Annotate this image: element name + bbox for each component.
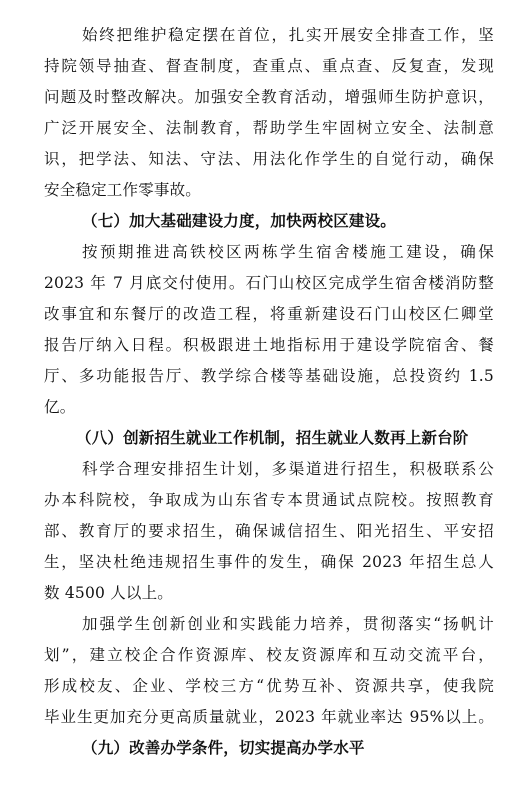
paragraph-line: 科学合理安排招生计划，多渠道进行招生，积极联系公 (82, 460, 494, 478)
paragraph-line: 广泛开展安全、法制教育，帮助学生牢固树立安全、法制意 (44, 119, 494, 137)
paragraph-line: 加强学生创新创业和实践能力培养，贯彻落实“扬帆计 (82, 615, 494, 633)
paragraph-line: 始终把维护稳定摆在首位，扎实开展安全排查工作，坚 (82, 26, 494, 44)
section-heading-9: （九）改善办学条件，切实提高办学水平 (82, 738, 365, 757)
paragraph-line: 问题及时整改解决。加强安全教育活动，增强师生防护意识， (44, 88, 494, 106)
paragraph-line: 办本科院校，争取成为山东省专本贯通试点院校。按照教育 (44, 491, 494, 509)
paragraph-line: 安全稳定工作零事故。 (44, 181, 202, 199)
paragraph-line: 生，坚决杜绝违规招生事件的发生，确保 2023 年招生总人 (44, 553, 494, 571)
paragraph-line: 识，把学法、知法、守法、用法化作学生的自觉行动，确保 (44, 150, 494, 168)
paragraph-line: 按预期推进高铁校区两栋学生宿舍楼施工建设，确保 (82, 243, 494, 261)
paragraph-line: 改事宜和东餐厅的改造工程，将重新建设石门山校区仁卿堂 (44, 305, 494, 323)
paragraph-line: 数 4500 人以上。 (44, 584, 174, 602)
paragraph-line: 厅、多功能报告厅、教学综合楼等基础设施，总投资约 1.5 (44, 367, 494, 385)
paragraph-line: 报告厅纳入日程。积极跟进土地指标用于建设学院宿舍、餐 (44, 336, 494, 354)
paragraph-line: 划”，建立校企合作资源库、校友资源库和互动交流平台， (44, 646, 494, 664)
paragraph-line: 亿。 (44, 398, 76, 416)
section-heading-8: （八）创新招生就业工作机制，招生就业人数再上新台阶 (76, 428, 469, 447)
paragraph-line: 持院领导抽查、督查制度，查重点、重点查、反复查，发现 (44, 57, 494, 75)
paragraph-line: 部、教育厅的要求招生，确保诚信招生、阳光招生、平安招 (44, 522, 494, 540)
paragraph-line: 毕业生更加充分更高质量就业，2023 年就业率达 95%以上。 (44, 708, 494, 726)
paragraph-line: 2023 年 7 月底交付使用。石门山校区完成学生宿舍楼消防整 (44, 274, 494, 292)
paragraph-line: 形成校友、企业、学校三方“优势互补、资源共享，使我院 (44, 677, 494, 695)
section-heading-7: （七）加大基础建设力度，加快两校区建设。 (82, 211, 397, 230)
